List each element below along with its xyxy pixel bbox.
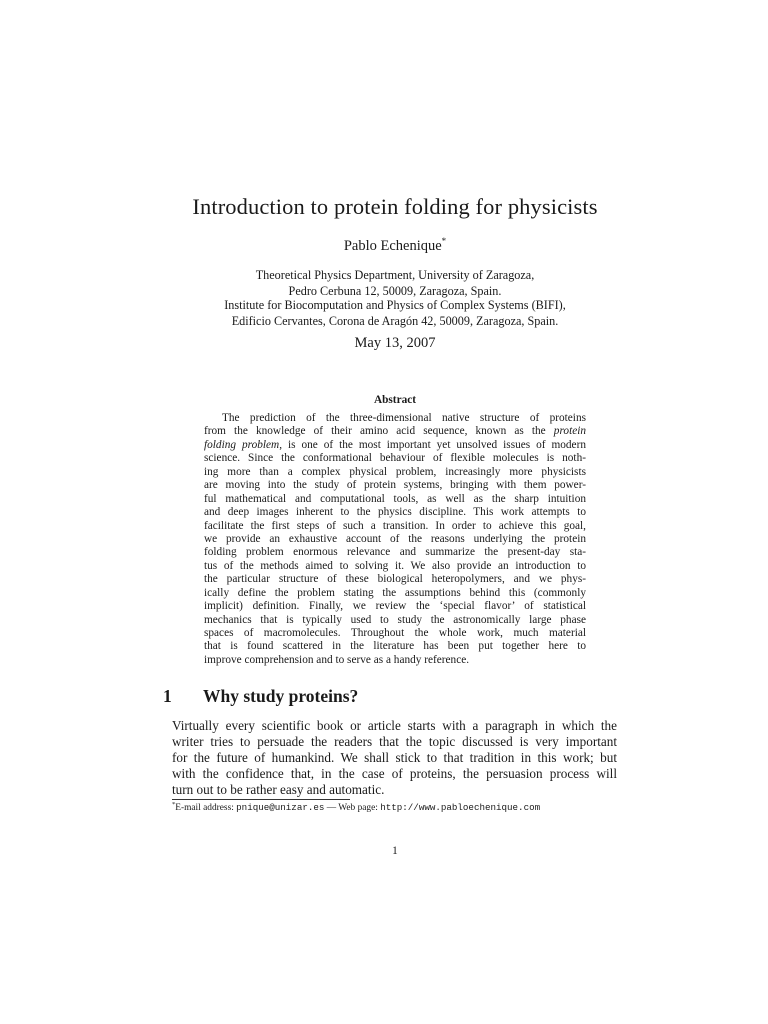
abstract-italic: protein [553,425,587,438]
page-number: 1 [392,845,398,857]
abstract-line: facilitate the first steps of such a transition. In order to achieve this goal, [204,519,586,532]
abstract-italic: folding problem [204,438,280,451]
abstract-line: The prediction of the three-dimensional native structure of proteins [222,412,586,424]
paper-title: Introduction to protein folding for physicists [192,194,598,219]
abstract-line: ful mathematical and computational tools, as well as the sharp intuition [204,492,586,505]
abstract-line: improve comprehension and to serve as a handy reference. [204,653,470,666]
affiliation-1 [0,268,768,300]
abstract-line: ing more than a complex physical problem, increasingly more physicists [204,465,586,478]
author-footnote-marker: * [441,236,447,246]
section-line: with the confidence that, in the case of proteins, the persuasion process will [172,766,617,782]
affiliation-2 [0,298,768,330]
abstract-body [204,412,586,667]
footnote-email-link[interactable]: pnique@unizar.es [236,802,325,814]
section-line: turn out to be rather easy and automatic. [172,782,385,798]
footnote-email-label: E-mail address: [175,803,237,814]
section-line: writer tries to persuade the readers that the topic discussed is very important [172,734,617,750]
section-heading [163,686,358,707]
footnote-web-link[interactable]: http://www.pabloechenique.com [380,802,541,814]
abstract-heading: Abstract [373,394,417,406]
abstract-line: and deep images inherent to the physics discipline. This work attempts to [204,506,586,519]
abstract-line: folding problem, is one of the most important yet unsolved issues of modern [204,438,586,451]
abstract-line: are moving into the study of protein systems, bringing with them power- [204,479,586,492]
affiliation-2-line1: Institute for Biocomputation and Physics of Complex Systems (BIFI), [224,298,566,312]
abstract-line: implicit) definition. Finally, we review the ‘special flavor’ of statistical [204,600,586,613]
abstract-line: spaces of macromolecules. Throughout the whole work, much material [204,627,586,639]
abstract-line: the particular structure of these biological heteropolymers, and we phys- [204,573,586,586]
section-line: Virtually every scientific book or article starts with a paragraph in which the [172,718,617,733]
section-body [172,718,617,798]
footnote-separator: — Web page: [324,803,381,814]
footnote [172,801,612,813]
affiliation-2-line2: Edificio Cervantes, Corona de Aragón 42, 50009, Zaragoza, Spain. [231,313,559,328]
footnote-rule [172,799,350,800]
affiliation-1-line2: Pedro Cerbuna 12, 50009, Zaragoza, Spain. [288,283,502,298]
affiliation-1-line1: Theoretical Physics Department, University of Zaragoza, [255,268,535,282]
section-title: Why study proteins? [203,686,359,706]
abstract-line: we provide an exhaustive account of the reasons underlying the protein [204,532,586,545]
abstract-line: that is found scattered in the literature has been put together here to [204,640,586,653]
author [0,236,768,255]
section-line: for the future of humankind. We shall stick to that tradition in this work; but [172,750,617,766]
section-number: 1 [163,686,172,706]
author-name: Pablo Echenique [343,237,442,254]
footnote-marker: * [172,801,176,808]
abstract-line: mechanics that is typically used to study the astronomically large phase [204,613,586,626]
paper-date: May 13, 2007 [354,335,436,351]
abstract-line: ically define the problem stating the assumptions behind this (commonly [204,586,586,599]
abstract-line: tus of the methods aimed to solving it. We also provide an introduction to [204,559,586,572]
abstract-line: from the knowledge of their amino acid sequence, known as the protein [204,425,587,438]
abstract-line: science. Since the conformational behaviour of flexible molecules is noth- [204,452,586,465]
abstract-line: folding problem enormous relevance and summarize the present-day sta- [204,546,586,559]
